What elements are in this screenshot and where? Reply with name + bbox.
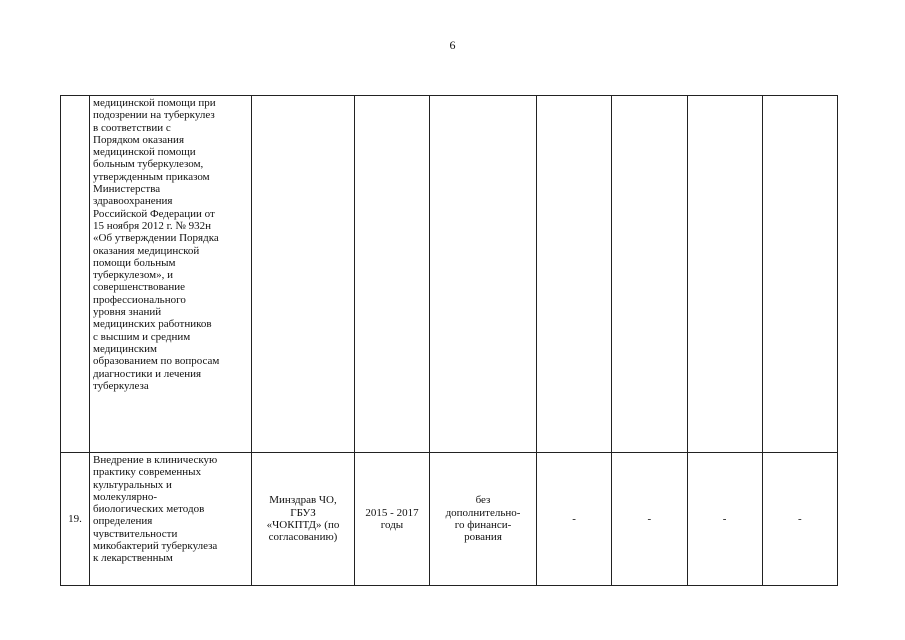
row-number-cell — [61, 453, 90, 586]
term: 2015 - 2017 годы — [365, 506, 419, 531]
row-number: 19. — [68, 512, 82, 525]
financing-cell — [430, 96, 537, 453]
row-number-cell — [61, 96, 90, 453]
value-cell — [612, 96, 687, 453]
page-number: 6 — [449, 38, 456, 52]
value: - — [572, 512, 576, 525]
value-cell — [762, 96, 837, 453]
value: - — [722, 512, 727, 525]
value-cell — [762, 453, 837, 586]
financing-cell — [430, 453, 537, 586]
value-cell — [537, 453, 612, 586]
value-cell — [687, 453, 762, 586]
measure-name-cell — [90, 96, 252, 453]
table-row — [61, 96, 838, 453]
term-cell — [355, 96, 430, 453]
value: - — [647, 512, 652, 525]
value-cell — [687, 96, 762, 453]
program-table — [60, 95, 838, 586]
financing-source: без дополнительно- го финанси- рования — [445, 494, 521, 544]
value: - — [798, 512, 802, 525]
value-cell — [537, 96, 612, 453]
executor: Минздрав ЧО, ГБУЗ «ЧОКПТД» (по согласованию) — [266, 494, 340, 544]
table-row — [61, 453, 838, 586]
measure-name: медицинской помощи при подозрении на туберкулез в соответствии с Порядком оказания медицинской помощи больным туберкулезом, утвержденным приказом Министерства здравоохранения Российской Федерации от 15 ноября 2012 г. № 932н «Об утверждении Порядка оказания медицинской помощи больным туберкулезом», и совершенствование профессионального уровня знаний медицинских работников с высшим и средним медицинским образованием по вопросам диагностики и лечения туберкулеза — [93, 97, 220, 392]
executor-cell — [252, 453, 355, 586]
value-cell — [612, 453, 687, 586]
executor-cell — [252, 96, 355, 453]
measure-name: Внедрение в клиническую практику современных культуральных и молекулярно- биологических методов определения чувствительности микобактерий туберкулеза к лекарственным — [93, 454, 218, 565]
measure-name-cell — [90, 453, 252, 586]
term-cell — [355, 453, 430, 586]
